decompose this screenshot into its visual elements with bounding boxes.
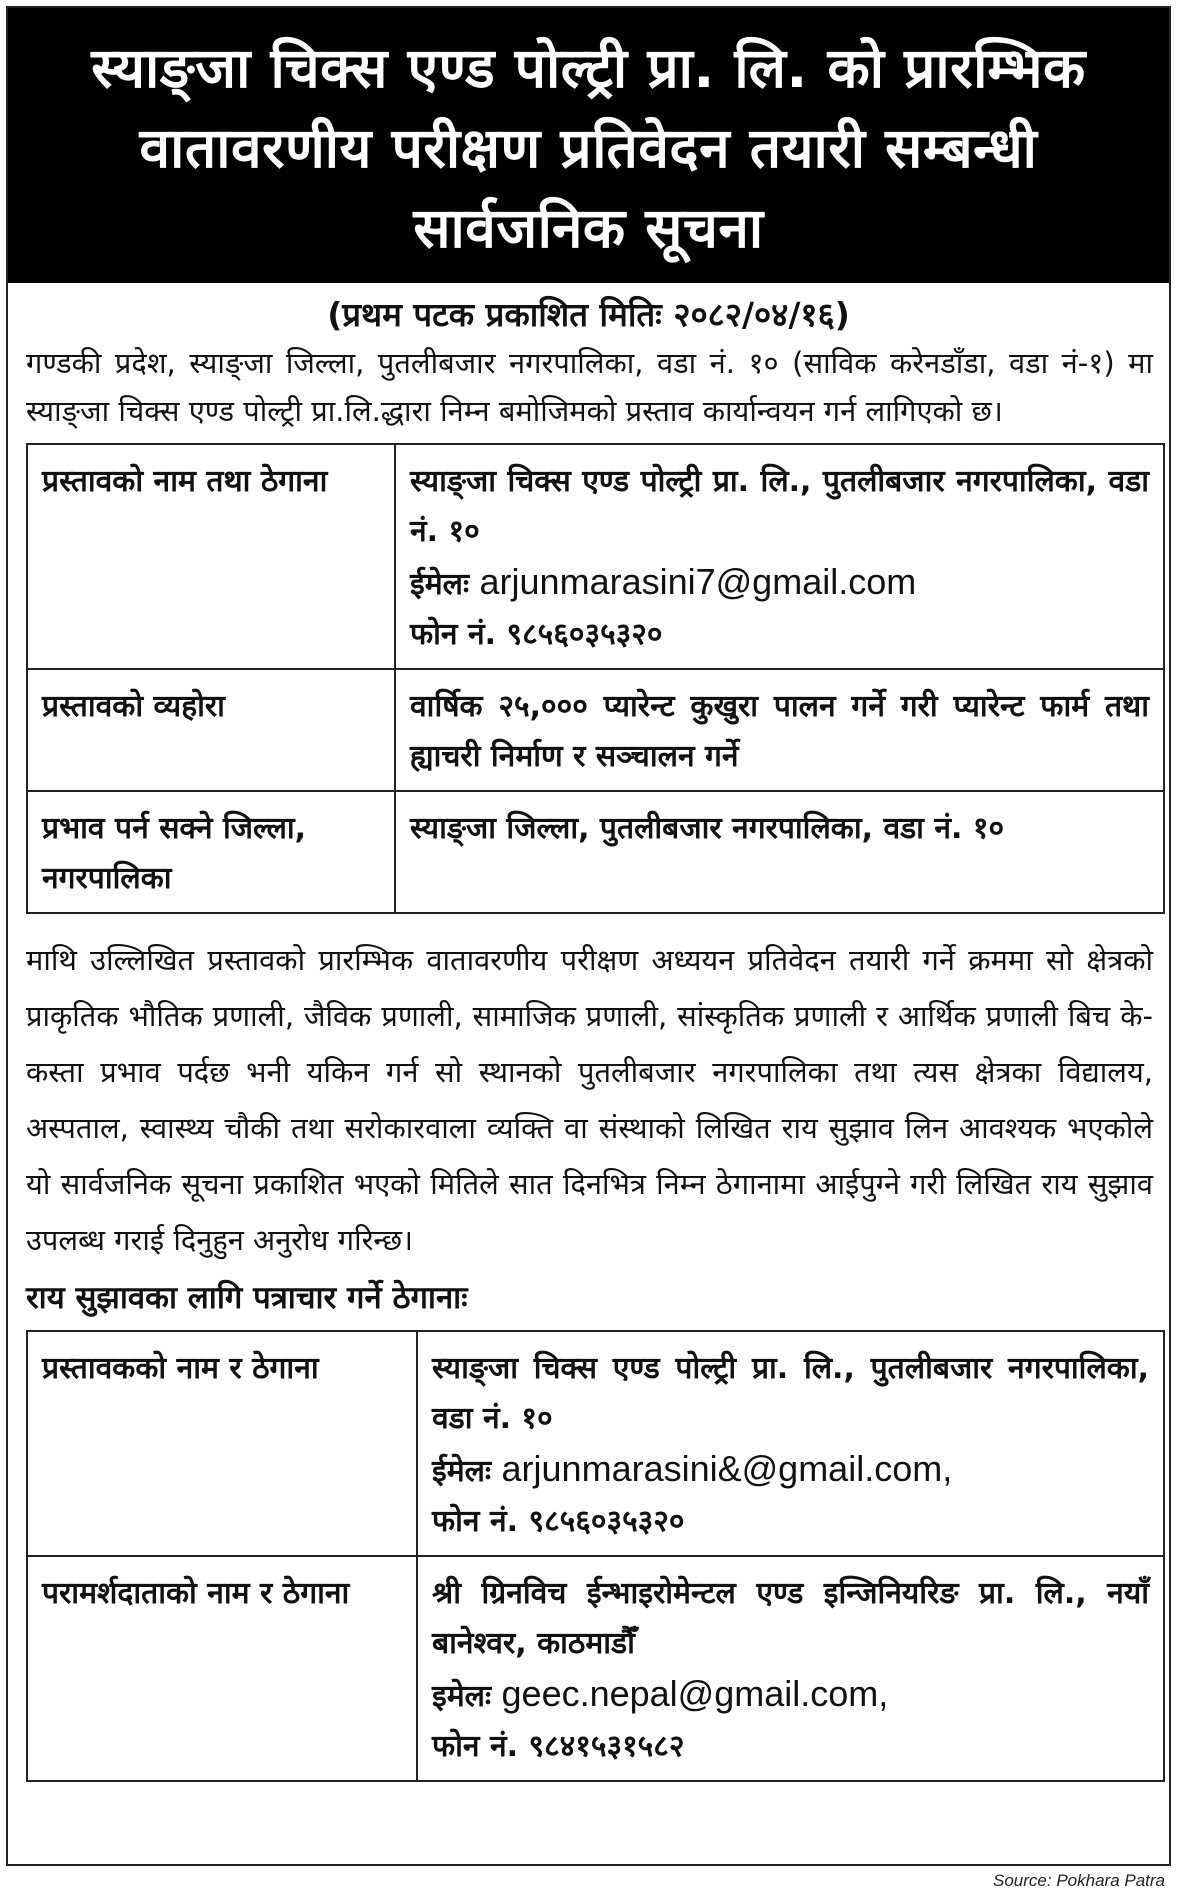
proposal-address: स्याङ्जा चिक्स एण्ड पोल्ट्री प्रा. लि., पुतलीबजार नगरपालिका, वडा नं. १० [410, 464, 1149, 549]
table-row [27, 1556, 1164, 1781]
proponent-address: स्याङ्जा चिक्स एण्ड पोल्ट्री प्रा. लि., पुतलीबजार नगरपालिका, वडा नं. १० [432, 1351, 1149, 1436]
affected-area-label: प्रभाव पर्न सक्ने जिल्ला, नगरपालिका [27, 791, 395, 913]
consultant-address: श्री ग्रिनविच ईन्भाइरोमेन्टल एण्ड इन्जिनियरिङ प्रा. लि., नयाँ बानेश्वर, काठमाडौँ [432, 1576, 1149, 1661]
proposal-phone: फोन नं. ९८५६०३५३२० [410, 617, 663, 652]
consultant-value [417, 1556, 1164, 1781]
proposal-name-value [395, 444, 1164, 669]
table-row [27, 1331, 1164, 1556]
title-line-1: स्याङ्जा चिक्स एण्ड पोल्ट्री प्रा. लि. को प्रारम्भिक [91, 36, 1086, 100]
contact-table [26, 1330, 1165, 1782]
title-line-3: सार्वजनिक सूचना [413, 196, 764, 260]
proposal-table [26, 443, 1165, 914]
notice-header [8, 8, 1169, 283]
proponent-value [417, 1331, 1164, 1556]
proposal-description-value: वार्षिक २५,००० प्यारेन्ट कुखुरा पालन गर्ने गरी प्यारेन्ट फार्म तथा ह्याचरी निर्माण र सञ्चालन गर्ने [395, 669, 1164, 791]
proposal-email: arjunmarasini7@gmail.com [479, 561, 917, 602]
address-heading: राय सुझावका लागि पत्राचार गर्ने ठेगानाः [26, 1280, 468, 1316]
email-label: इमेलः [432, 1679, 492, 1714]
consultant-phone: फोन नं. ९८४१५३१५८२ [432, 1729, 685, 1764]
proponent-email-line [432, 1444, 1149, 1497]
intro-paragraph: गण्डकी प्रदेश, स्याङ्जा जिल्ला, पुतलीबजार नगरपालिका, वडा नं. १० (साविक करेनडाँडा, वडा नं-१) मा स्याङ्जा चिक्स एण्ड पोल्ट्री प्रा.लि.द्धारा निम्न बमोजिमको प्रस्ताव कार्यान्वयन गर्न लागिएको छ। [26, 346, 1153, 428]
table-row [27, 791, 1164, 913]
table-row [27, 669, 1164, 791]
affected-area-value: स्याङ्जा जिल्ला, पुतलीबजार नगरपालिका, वडा नं. १० [395, 791, 1164, 913]
source-credit: Source: Pokhara Patra [993, 1871, 1165, 1890]
email-label: ईमेलः [410, 567, 470, 602]
proponent-email: arjunmarasini&@gmail.com, [501, 1448, 953, 1489]
body-paragraph: माथि उल्लिखित प्रस्तावको प्रारम्भिक वातावरणीय परीक्षण अध्ययन प्रतिवेदन तयारी गर्ने क्रममा सो क्षेत्रको प्राकृतिक भौतिक प्रणाली, जैविक प्रणाली, सामाजिक प्रणाली, सांस्कृतिक प्रणाली र आर्थिक प्रणाली बिच के-कस्ता प्रभाव पर्दछ भनी यकिन गर्न सो स्थानको पुतलीबजार नगरपालिका तथा त्यस क्षेत्रका विद्यालय, अस्पताल, स्वास्थ्य चौकी तथा सरोकारवाला व्यक्ति वा संस्थाको लिखित राय सुझाव लिन आवश्यक भएकोले यो सार्वजनिक सूचना प्रकाशित भएको मितिले सात दिनभित्र निम्न ठेगानामा आईपुग्ने गरी लिखित राय सुझाव उपलब्ध गराई दिनुहुन अनुरोध गरिन्छ। [26, 943, 1153, 1257]
proponent-phone: फोन नं. ९८५६०३५३२० [432, 1504, 685, 1539]
notice-frame [6, 6, 1171, 1866]
title-line-2: वातावरणीय परीक्षण प्रतिवेदन तयारी सम्बन्धी [139, 116, 1038, 180]
proponent-label: प्रस्तावकको नाम र ठेगाना [27, 1331, 417, 1556]
proposal-name-label: प्रस्तावको नाम तथा ठेगाना [27, 444, 395, 669]
email-label: ईमेलः [432, 1454, 492, 1489]
consultant-label: परामर्शदाताको नाम र ठेगाना [27, 1556, 417, 1781]
table-row [27, 444, 1164, 669]
proposal-email-line [410, 557, 1149, 610]
publication-date: (प्रथम पटक प्रकाशित मितिः २०८२/०४/१६) [327, 295, 850, 334]
proposal-description-label: प्रस्तावको व्यहोरा [27, 669, 395, 791]
consultant-email: geec.nepal@gmail.com, [501, 1673, 889, 1714]
consultant-email-line [432, 1669, 1149, 1722]
